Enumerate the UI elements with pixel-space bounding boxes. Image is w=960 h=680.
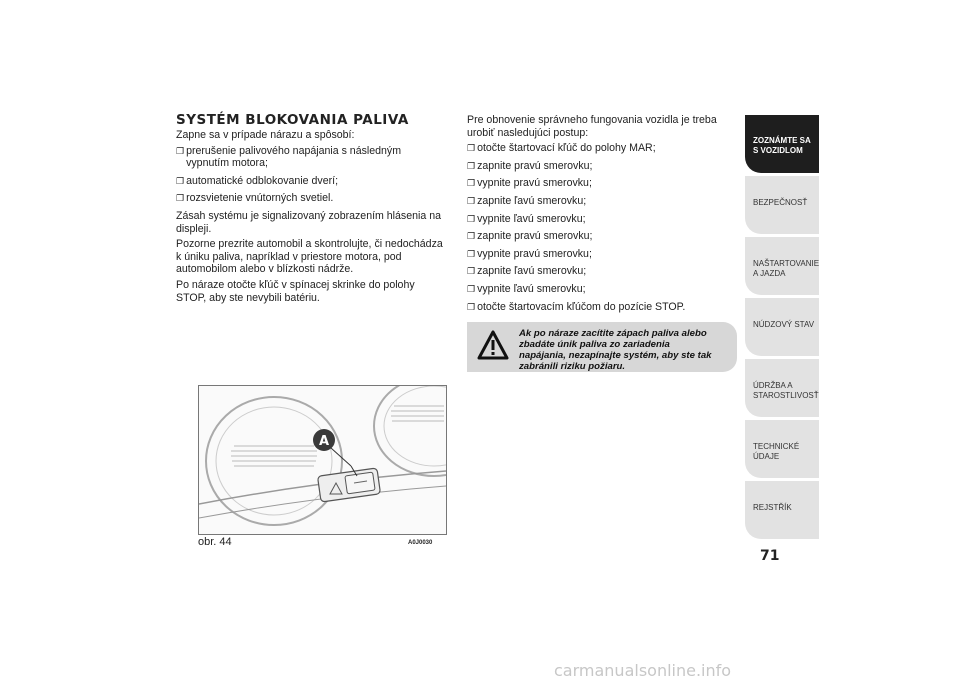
procedure-intro: Pre obnovenie správneho fungovania vozidla je treba urobiť nasledujúci postup: [467, 114, 717, 139]
checkbox-bullet-icon: ❐ [467, 301, 476, 312]
list-item: ❐ zapnite pravú smerovku; [467, 159, 593, 172]
tab-maintenance[interactable]: ÚDRŽBA A STAROSTLIVOSŤ [745, 359, 819, 417]
procedure-steps [467, 142, 732, 313]
figure-caption: obr. 44 [198, 536, 232, 548]
list-item: ❐ zapnite ľavú smerovku; [467, 194, 587, 207]
left-column [176, 129, 446, 307]
list-item: ❐ vypnite ľavú smerovku; [467, 212, 586, 225]
warning-triangle-icon [477, 330, 509, 360]
intro-text: Zapne sa v prípade nárazu a spôsobí: [176, 129, 355, 141]
checkbox-bullet-icon: ❐ [467, 283, 476, 294]
chapter-sidebar [745, 115, 819, 542]
section-heading: SYSTÉM BLOKOVANIA PALIVA [176, 112, 409, 128]
list-item: ❐ zapnite ľavú smerovku; [467, 265, 587, 278]
right-column [467, 114, 732, 318]
checkbox-bullet-icon: ❐ [467, 231, 476, 242]
dashboard-illustration [199, 386, 446, 534]
paragraph: Zásah systému je signalizovaný zobrazením hlásenia na displeji. [176, 209, 441, 235]
checkbox-bullet-icon: ❐ [467, 195, 476, 206]
page-number: 71 [760, 548, 780, 564]
watermark: carmanualsonline.info [554, 661, 732, 680]
figure-image [198, 385, 447, 535]
callout-marker-label: A [318, 434, 330, 449]
checkbox-bullet-icon: ❐ [176, 193, 185, 204]
checkbox-bullet-icon: ❐ [467, 143, 476, 154]
paragraph: Po náraze otočte kľúč v spínacej skrinke do polohy STOP, aby ste nevybili batériu. [176, 278, 415, 304]
checkbox-bullet-icon: ❐ [176, 175, 185, 186]
warning-box [467, 322, 737, 372]
list-item: ❐ vypnite ľavú smerovku; [467, 282, 586, 295]
figure-code: A0J0030 [408, 540, 433, 546]
checkbox-bullet-icon: ❐ [467, 266, 476, 277]
checkbox-bullet-icon: ❐ [467, 160, 476, 171]
tab-starting-driving[interactable]: NAŠTARTOVANIE A JAZDA [745, 237, 819, 295]
list-item: ❐ rozsvietenie vnútorných svetiel. [176, 192, 334, 205]
checkbox-bullet-icon: ❐ [467, 178, 476, 189]
tab-getting-to-know[interactable]: ZOZNÁMTE SA S VOZIDLOM [745, 115, 819, 173]
checkbox-bullet-icon: ❐ [467, 248, 476, 259]
tab-index[interactable]: REJSTŘÍK [745, 481, 819, 539]
checkbox-bullet-icon: ❐ [176, 145, 185, 156]
list-item: ❐ automatické odblokovanie dverí; [176, 174, 339, 187]
warning-text: Ak po náraze zacítite zápach paliva alebo zbadáte únik paliva zo zariadenia napájania, nezapínajte systém, aby ste tak zabránili riziku požiaru. [519, 328, 712, 372]
list-item: ❐ otočte štartovacím kľúčom do pozície STOP. [467, 300, 686, 313]
list-item: ❐ zapnite pravú smerovku; [467, 230, 593, 243]
list-item: ❐ vypnite pravú smerovku; [467, 177, 592, 190]
paragraph: Pozorne prezrite automobil a skontrolujte, či nedochádza k úniku paliva, napríklad v priestore motora, pod automobilom alebo v blízkosti nádrže. [176, 238, 443, 276]
list-item: ❐ prerušenie palivového napájania s následným vypnutím motora; [176, 144, 402, 170]
tab-emergency[interactable]: NÚDZOVÝ STAV [745, 298, 819, 356]
list-item: ❐ vypnite pravú smerovku; [467, 247, 592, 260]
tab-safety[interactable]: BEZPEČNOSŤ [745, 176, 819, 234]
list-item: ❐ otočte štartovací kľúč do polohy MAR; [467, 142, 656, 155]
checkbox-bullet-icon: ❐ [467, 213, 476, 224]
tab-technical-data[interactable]: TECHNICKÉ ÚDAJE [745, 420, 819, 478]
